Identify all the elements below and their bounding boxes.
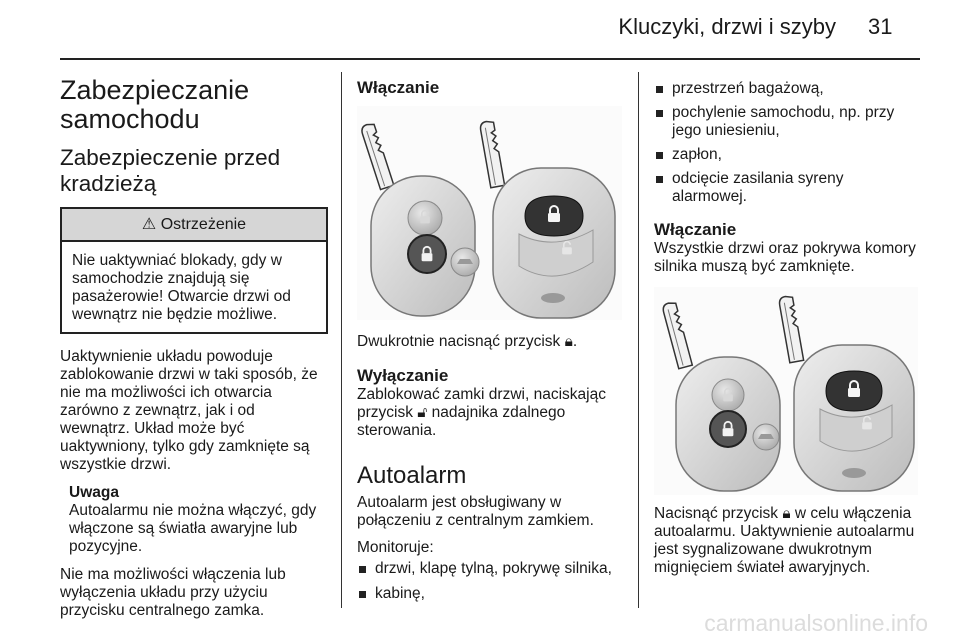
- text-doors-closed: Wszystkie drzwi oraz pokrywa komory silnika muszą być zamknięte.: [654, 240, 916, 275]
- key-fob-illustration-2: [654, 287, 918, 495]
- caption-a: Nacisnąć przycisk: [654, 505, 779, 522]
- note-title: Uwaga: [69, 484, 119, 501]
- list-item: zapłon,: [654, 146, 922, 164]
- watermark: carmanualsonline.info: [704, 610, 928, 636]
- paragraph: Nie ma możliwości włączenia lub wyłączenia układu przy użyciu przycisku centralnego zamka.: [60, 566, 286, 619]
- header-title: Kluczyki, drzwi i szyby: [618, 14, 836, 39]
- column-2: [357, 78, 625, 98]
- column-divider-1: [341, 72, 342, 608]
- text-disable-a: Zablokować zamki drzwi, naciskając przycisk: [357, 386, 606, 421]
- caption-activate: [654, 505, 922, 577]
- warning-text: Nie uaktywniać blokady, gdy w samochodzie znajdują się pasażerowie! Otwarcie drzwi od wewnątrz nie będzie możliwe.: [72, 252, 291, 323]
- heading-wlaczanie: Włączanie: [357, 78, 440, 97]
- page-number: 31: [868, 14, 893, 39]
- warning-icon: ⚠: [141, 216, 157, 233]
- key-fob-illustration: [357, 106, 622, 320]
- header-rule: [60, 58, 920, 60]
- caption-period: .: [572, 333, 578, 350]
- column-divider-2: [638, 72, 639, 608]
- warning-header: [62, 209, 326, 242]
- caption-b: w celu włączenia autoalarmu. Uaktywnienie autoalarmu jest sygnalizowane dwukrotnym mignięciem świateł awaryjnych.: [654, 505, 915, 576]
- list-item: odcięcie zasilania syreny alarmowej.: [654, 170, 922, 206]
- column-3: [654, 80, 922, 276]
- subsection-title: Zabezpieczenie przed kradzieżą: [60, 145, 281, 196]
- caption-double-press: [357, 333, 625, 351]
- heading-wylaczanie: Wyłączanie: [357, 366, 449, 385]
- unlock-button-icon: 🔓︎: [417, 404, 428, 421]
- heading-wlaczanie-2: Włączanie: [654, 220, 737, 239]
- list-item: przestrzeń bagażową,: [654, 80, 922, 98]
- paragraph: Uaktywnienie układu powoduje zablokowanie drzwi w taki sposób, że nie ma możliwości ich otwarcia zarówno z zewnątrz, jak i od wewnątrz. Układ może być uaktywniony, tylko gdy zamknięte są wszystkie drzwi.: [60, 348, 318, 473]
- lock-button-icon: 🔒︎: [564, 333, 573, 350]
- column-2-lower: [357, 333, 625, 603]
- lock-button-icon: 🔒︎: [782, 505, 791, 522]
- note: [60, 484, 328, 556]
- list-item: drzwi, klapę tylną, pokrywę silnika,: [357, 560, 625, 578]
- column-3-lower: [654, 505, 922, 577]
- section-title: Zabezpieczanie samochodu: [60, 75, 250, 134]
- text-autoalarm: Autoalarm jest obsługiwany w połączeniu z centralnym zamkiem.: [357, 494, 594, 529]
- list-item: kabinę,: [357, 585, 625, 603]
- column-1: [60, 76, 328, 620]
- warning-title: Ostrzeżenie: [160, 216, 247, 233]
- note-text: Autoalarmu nie można włączyć, gdy włączone są światła awaryjne lub pozycyjne.: [69, 502, 317, 555]
- text-disable: [357, 386, 625, 440]
- monitor-label: Monitoruje:: [357, 539, 434, 556]
- caption-text: Dwukrotnie nacisnąć przycisk: [357, 333, 561, 350]
- text-disable-b: nadajnika zdalnego sterowania.: [357, 404, 566, 439]
- heading-autoalarm: Autoalarm: [357, 462, 467, 489]
- warning-box: [60, 207, 328, 334]
- list-item: pochylenie samochodu, np. przy jego uniesieniu,: [654, 104, 922, 140]
